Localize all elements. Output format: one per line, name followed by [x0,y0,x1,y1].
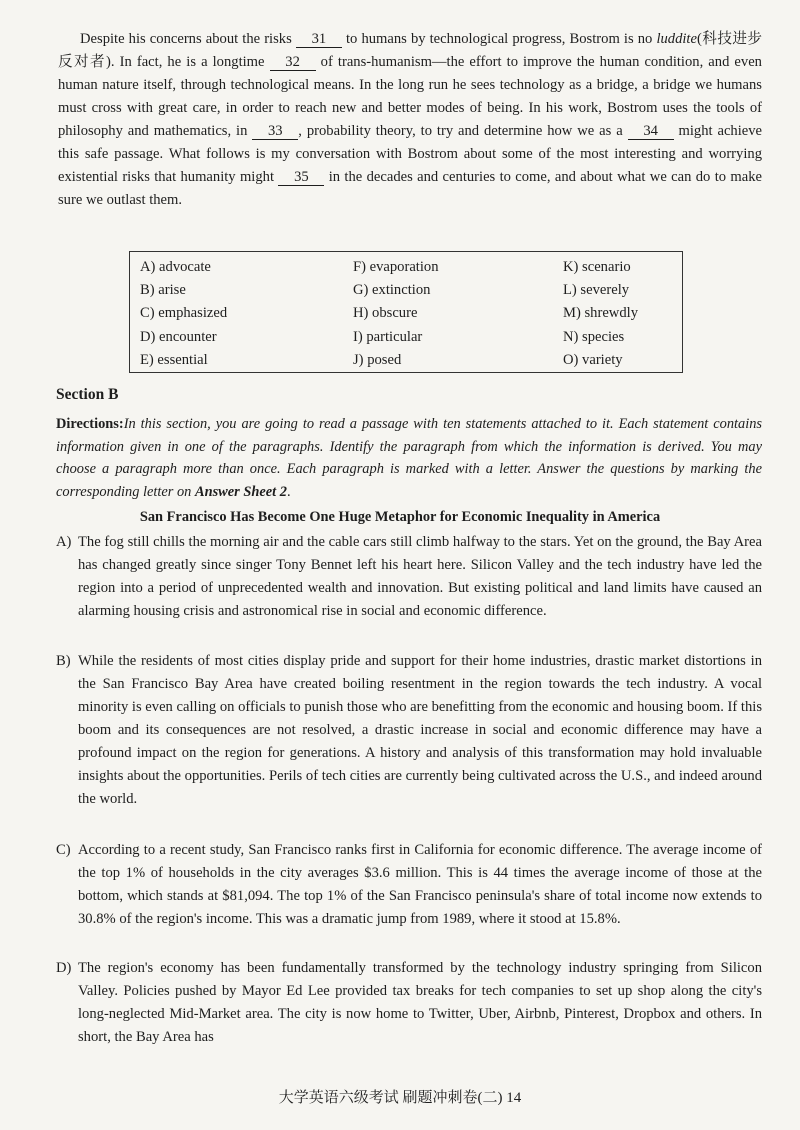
article-title: San Francisco Has Become One Huge Metaphor for Economic Inequality in America [139,509,661,525]
word-option: O) variety [563,351,623,368]
directions-label: Directions: [56,416,124,432]
paragraph-b [56,650,762,811]
intro-text: to humans by technological progress, Bostrom is no [346,31,653,47]
word-bank-column-2 [353,256,439,372]
blank-32[interactable]: 32 [270,54,316,71]
word-bank-column-3 [563,256,638,372]
paragraph-text: According to a recent study, San Francisco ranks first in California for economic difference. The average income of the top 1% of households in the city averages $3.6 million. This is 44 times the average income of those at the bottom, which stands at $81,094. The top 1% of the San Francisco peninsula's share of total income now extends to 30.8% of the region's income. This was a dramatic jump from 1989, where it stood at 15.8%. [78,842,762,927]
word-option: G) extinction [353,282,431,299]
intro-paragraph [58,28,762,212]
word-option: I) particular [353,328,423,345]
word-option: B) arise [140,282,186,299]
word-bank-box [129,251,683,373]
word-option: C) emphasized [140,305,228,322]
paragraph-text: While the residents of most cities display pride and support for their home industries, drastic market distortions in the San Francisco Bay Area have created boiling resentment in the region towards the tech industry. A vocal minority is even calling on officials to punish those who are benefitting from the economic and housing boom. If this boom and its consequences are not resolved, a drastic increase in social and economic difference may have a profound impact on the region for generations. A history and analysis of this transformation may hold invaluable insights about the opportunities. Perils of tech cities are currently being cultivated across the U.S., and indeed around the world. [78,653,762,807]
answer-sheet-label: Answer Sheet 2 [194,483,287,500]
word-option: A) advocate [140,259,211,275]
intro-text: might achieve this safe passage. What follows is my conversation with Bostrom about some of the most interesting and worrying existential risks that humanity might [58,123,763,185]
page-footer: 大学英语六级考试 刷题冲刺卷(二) 14 [278,1090,522,1106]
paragraph-text: The region's economy has been fundamentally transformed by the technology industry springing from Silicon Valley. Policies pushed by Mayor Ed Lee provided tax breaks for tech companies to set up shop along the city's long-neglected Mid-Market area. The city is now home to Twitter, Uber, Airbnb, Pinterest, Dropbox and others. In short, the Bay Area has [78,960,762,1045]
intro-text: of trans-humanism—the effort to improve the human condition, and even human nature itself, through technological means. In the long run he sees technology as a bridge, a bridge we humans must cross with great care, in order to reach new and better modes of being. In his work, Bostrom uses the tools of philosophy and mathematics, in [58,54,762,139]
directions [56,413,762,503]
intro-text: Despite his concerns about the risks [80,31,292,47]
blank-31[interactable]: 31 [296,31,342,48]
blank-33[interactable]: 33 [252,123,298,140]
blank-34[interactable]: 34 [628,123,674,140]
paragraph-c [56,839,762,931]
paragraph-letter: C) [56,842,71,858]
directions-text: In this section, you are going to read a passage with ten statements attached to it. Each statement contains information given in one of the paragraphs. Identify the paragraph from which the information is derived. You may choose a paragraph more than once. Each paragraph is marked with a letter. Answer the questions by marking the corresponding letter on [56,416,762,500]
intro-text: , probability theory, to try and determine how we as a [298,123,623,139]
paragraph-a [56,531,762,623]
word-option: L) severely [563,282,630,299]
paragraph-letter: A) [56,534,72,550]
paragraph-text: The fog still chills the morning air and the cable cars still climb halfway to the stars. Yet on the ground, the Bay Area has changed greatly since singer Tony Bennet left his heart here. Silicon Valley and the tech industry have led the region into a period of unprecedented wealth and innovation. But existing political and land limits have caused an alarming housing crisis and astronomical rise in social and economic difference. [78,534,762,619]
directions-end: . [286,483,291,500]
paragraph-letter: B) [56,653,71,669]
intro-italic-term: luddite [656,31,697,47]
word-option: E) essential [140,351,208,368]
word-option: N) species [563,328,625,345]
word-option: F) evaporation [353,259,439,275]
intro-text: in the decades and centuries to come, and about what we can do to make sure we outlast them. [58,169,763,208]
section-title: Section B [56,386,119,403]
word-bank-column-1 [140,256,227,372]
word-option: D) encounter [140,328,217,345]
word-option: M) shrewdly [563,305,638,322]
paragraph-letter: D) [56,960,72,976]
word-option: K) scenario [563,259,631,275]
word-option: H) obscure [353,305,418,322]
paragraph-d [56,957,762,1049]
blank-35[interactable]: 35 [278,169,324,186]
word-option: J) posed [353,351,402,368]
intro-text: (科技进步反对者). In fact, he is a longtime [58,31,763,70]
